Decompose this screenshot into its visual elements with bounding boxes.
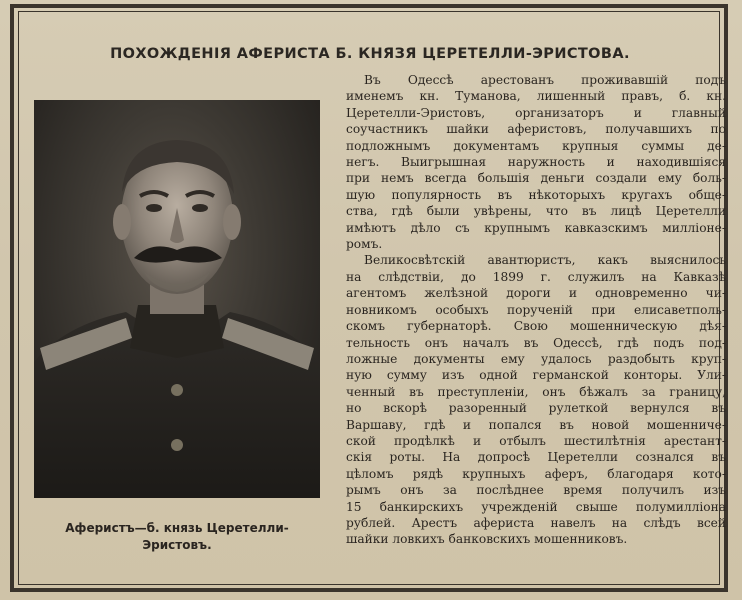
article-line: ложные документы ему удалось раздобыть круп- xyxy=(346,351,726,366)
article-line: при немъ всегда большія деньги создали ему боль- xyxy=(346,171,726,186)
article-line: тельность онъ началъ въ Одессѣ, гдѣ подъ под- xyxy=(346,335,726,350)
article-line: негъ. Выигрышная наружность и находившіяся xyxy=(346,155,726,170)
article-line: агентомъ желѣзной дороги и одновременно чи- xyxy=(346,286,726,301)
article-line: Великосвѣтскій авантюристъ, какъ выяснилось xyxy=(364,253,726,268)
article-line: ства, гдѣ были увѣрены, что въ лицѣ Церетелли xyxy=(346,204,726,219)
article-line: цѣломъ рядѣ крупныхъ аферъ, благодаря кото- xyxy=(346,466,726,481)
article-line: Варшаву, гдѣ и попался въ новой мошенниче- xyxy=(346,417,726,432)
article-line: Въ Одессѣ арестованъ проживавшій подъ xyxy=(364,73,726,87)
article-line: на слѣдствіи, до 1899 г. служилъ на Кавказѣ xyxy=(346,269,726,284)
article-body xyxy=(346,72,726,548)
caption-line: Аферистъ—б. князь Церетелли- xyxy=(65,521,289,535)
article-line: соучастникъ шайки аферистовъ, получавшихъ по xyxy=(346,122,726,137)
portrait-photo xyxy=(34,100,320,498)
article-line: шайки ловкихъ банковскихъ мошенниковъ. xyxy=(346,532,628,547)
article-line: 15 банкирскихъ учрежденій свыше полумилліона xyxy=(346,499,726,514)
article-line: имѣютъ дѣло съ крупнымъ кавказскимъ милліоне- xyxy=(346,220,726,235)
article-line: именемъ кн. Туманова, лишенный правъ, б. кн. xyxy=(346,89,726,104)
article-headline: ПОХОЖДЕНIЯ АФЕРИСТА Б. КНЯЗЯ ЦЕРЕТЕЛЛИ-ЭРИСТОВА. xyxy=(110,46,630,62)
article-line: Церетелли-Эристовъ, организаторъ и главный xyxy=(346,105,726,120)
article-line: ской продѣлкѣ и отбылъ шестилѣтнія арестант- xyxy=(346,433,726,448)
article-line: скомъ губернаторѣ. Свою мошенническую дѣя- xyxy=(346,319,726,334)
article-line: новникомъ особыхъ порученій при елисаветполь- xyxy=(346,302,726,317)
article-line: рублей. Арестъ афериста навелъ на слѣдъ всей xyxy=(346,515,726,530)
article-line: шую популярность въ нѣкоторыхъ кругахъ обще- xyxy=(346,187,726,202)
photo-caption xyxy=(34,520,320,554)
caption-line: Эристовъ. xyxy=(142,538,212,552)
portrait-illustration xyxy=(34,100,320,498)
article-line: ченный въ преступленіи, онъ бѣжалъ за границу, xyxy=(346,384,726,399)
article-line: рымъ онъ за послѣднее время получилъ изъ xyxy=(346,483,726,498)
article-line: ную сумму изъ одной германской конторы. Ули- xyxy=(346,368,726,383)
article-line: скія роты. На допросѣ Церетелли сознался въ xyxy=(346,450,726,465)
article-line: но вскорѣ разоренный рулеткой вернулся въ xyxy=(346,401,726,416)
article-line: ромъ. xyxy=(346,237,383,252)
article-line: подложнымъ документамъ крупныя суммы де- xyxy=(346,138,726,153)
